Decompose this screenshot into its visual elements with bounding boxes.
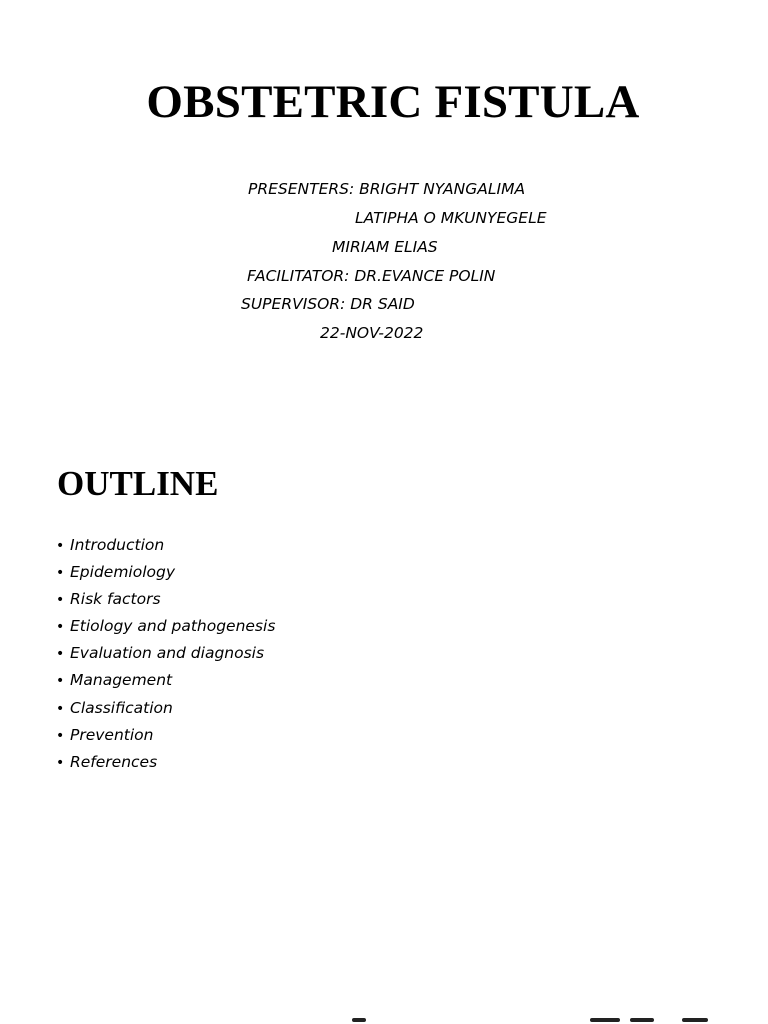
list-item bbox=[56, 616, 275, 643]
bullet-icon: • bbox=[56, 592, 65, 609]
bullet-icon: • bbox=[56, 646, 65, 663]
cropped-glyph bbox=[590, 1018, 620, 1022]
credit-date: 22-NOV-2022 bbox=[320, 324, 424, 342]
bullet-icon: • bbox=[56, 700, 65, 717]
list-item bbox=[56, 698, 275, 725]
cropped-glyph bbox=[352, 1018, 366, 1022]
outline-heading: OUTLINE bbox=[57, 464, 219, 503]
list-item-label: Evaluation and diagnosis bbox=[70, 644, 265, 663]
bullet-icon: • bbox=[56, 673, 65, 690]
list-item bbox=[56, 589, 275, 616]
cropped-text-fragment bbox=[330, 1014, 720, 1024]
cropped-glyph bbox=[630, 1018, 654, 1022]
credit-presenter-2: LATIPHA O MKUNYEGELE bbox=[355, 209, 547, 227]
credit-supervisor: SUPERVISOR: DR SAID bbox=[241, 295, 415, 313]
credit-facilitator: FACILITATOR: DR.EVANCE POLIN bbox=[247, 267, 496, 285]
list-item bbox=[56, 670, 275, 697]
list-item bbox=[56, 562, 275, 589]
cropped-glyph bbox=[682, 1018, 708, 1022]
outline-list bbox=[56, 535, 275, 779]
list-item-label: Introduction bbox=[70, 536, 165, 554]
credit-presenters: PRESENTERS: BRIGHT NYANGALIMA bbox=[248, 180, 526, 198]
credit-presenter-3: MIRIAM ELIAS bbox=[332, 238, 438, 256]
list-item bbox=[56, 643, 275, 670]
list-item-label: Prevention bbox=[70, 725, 154, 744]
bullet-icon: • bbox=[56, 565, 65, 582]
list-item-label: Management bbox=[70, 671, 173, 690]
list-item bbox=[56, 752, 275, 779]
list-item-label: Classification bbox=[70, 698, 173, 717]
bullet-icon: • bbox=[56, 754, 65, 771]
list-item-label: References bbox=[70, 752, 158, 771]
list-item bbox=[56, 725, 275, 752]
bullet-icon: • bbox=[56, 727, 65, 744]
bullet-icon: • bbox=[56, 619, 65, 636]
list-item-label: Risk factors bbox=[70, 590, 161, 609]
list-item-label: Etiology and pathogenesis bbox=[70, 617, 276, 636]
bullet-icon: • bbox=[56, 538, 65, 554]
list-item-label: Epidemiology bbox=[70, 563, 176, 582]
list-item bbox=[56, 535, 275, 562]
document-title: OBSTETRIC FISTULA bbox=[146, 76, 640, 128]
